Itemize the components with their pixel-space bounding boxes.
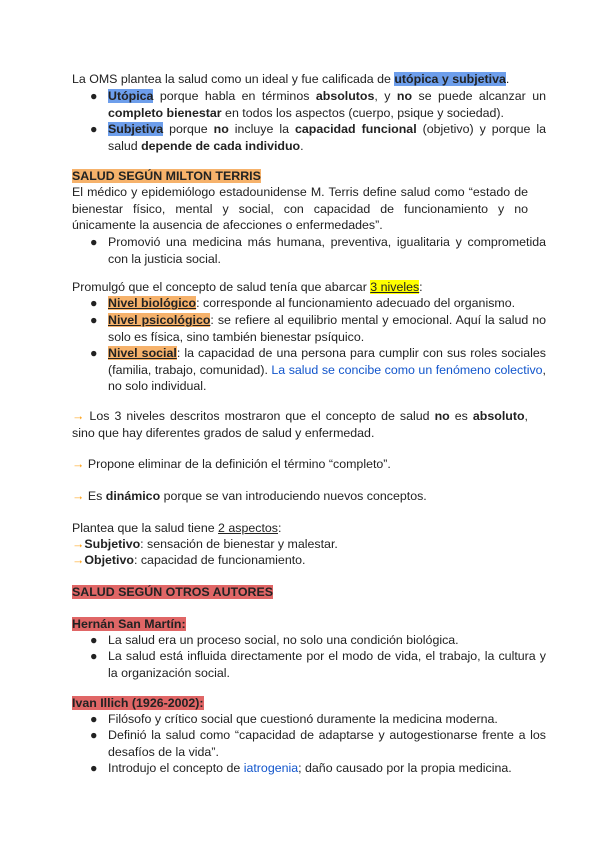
niveles-intro: Promulgó que el concepto de salud tenía que abarcar 3 niveles: [72,280,423,294]
bullet-icon: ● [90,346,98,360]
arrow-note-completo: → Propone eliminar de la definición el término “completo”. [72,457,391,471]
list-item-hernan-1: ● La salud era un proceso social, no solo una condición biológica. [90,633,459,647]
list-item-nivel-biologico: ● Nivel biológico: corresponde al funcionamiento adecuado del organismo. [90,296,516,310]
arrow-icon: → [72,457,85,471]
bullet-icon: ● [90,296,98,310]
section-heading-otros: SALUD SEGÚN OTROS AUTORES [72,585,274,599]
bullet-icon: ● [90,235,98,249]
terris-definition: El médico y epidemiólogo estadounidense M. Terris define salud como “estado de bienestar físico, mental y social, con capacidad de funcionamiento y no únicamente la ausencia de afecciones o enfermedades”. [72,185,528,233]
arrow-note-niveles: → Los 3 niveles descritos mostraron que el concepto de salud no es absoluto, sino que hay diferentes grados de salud y enfermedad. [72,409,528,440]
arrow-icon: → [72,553,85,567]
list-item-utopica: ● Utópica porque habla en términos absolutos, y no se puede alcanzar un completo bienestar en todos los aspectos (cuerpo, psique y sociedad). [90,89,546,120]
aspecto-subjetivo: →Subjetivo: sensación de bienestar y malestar. [72,537,338,551]
list-item-illich-2: ● Definió la salud como “capacidad de adaptarse y autogestionarse frente a los desafíos de la vida”. [90,728,546,759]
arrow-icon: → [72,489,85,503]
list-item-subjetiva: ● Subjetiva porque no incluye la capacidad funcional (objetivo) y porque la salud depende de cada individuo. [90,122,546,153]
bullet-icon: ● [90,89,98,103]
aspecto-objetivo: →Objetivo: capacidad de funcionamiento. [72,553,306,567]
bullet-icon: ● [90,712,98,726]
author-heading-illich: Ivan Illich (1926-2002): [72,696,204,710]
bullet-icon: ● [90,649,98,663]
bullet-icon: ● [90,728,98,742]
list-item-illich-1: ● Filósofo y crítico social que cuestionó duramente la medicina moderna. [90,712,498,726]
bullet-icon: ● [90,633,98,647]
bullet-icon: ● [90,313,98,327]
list-item-medicina: ● Promovió una medicina más humana, preventiva, igualitaria y comprometida con la justicia social. [90,235,546,266]
author-heading-hernan: Hernán San Martín: [72,617,186,631]
bullet-icon: ● [90,122,98,136]
list-item-nivel-psicologico: ● Nivel psicológico: se refiere al equilibrio mental y emocional. Aquí la salud no solo es física, sino también bienestar psíquico. [90,313,546,344]
arrow-icon: → [72,409,85,423]
list-item-nivel-social: ● Nivel social: la capacidad de una persona para cumplir con sus roles sociales (familia, trabajo, comunidad). La salud se concibe como un fenómeno colectivo, no solo individual. [90,346,546,394]
section-heading-terris: SALUD SEGÚN MILTON TERRIS [72,169,261,183]
list-item-hernan-2: ● La salud está influida directamente por el modo de vida, el trabajo, la cultura y la organización social. [90,649,546,680]
arrow-note-dinamico: → Es dinámico porque se van introduciendo nuevos conceptos. [72,489,427,503]
list-item-illich-3: ● Introdujo el concepto de iatrogenia; daño causado por la propia medicina. [90,761,512,775]
aspectos-intro: Plantea que la salud tiene 2 aspectos: [72,521,282,535]
bullet-icon: ● [90,761,98,775]
oms-intro: La OMS plantea la salud como un ideal y fue calificada de utópica y subjetiva. [72,72,510,86]
arrow-icon: → [72,537,85,551]
